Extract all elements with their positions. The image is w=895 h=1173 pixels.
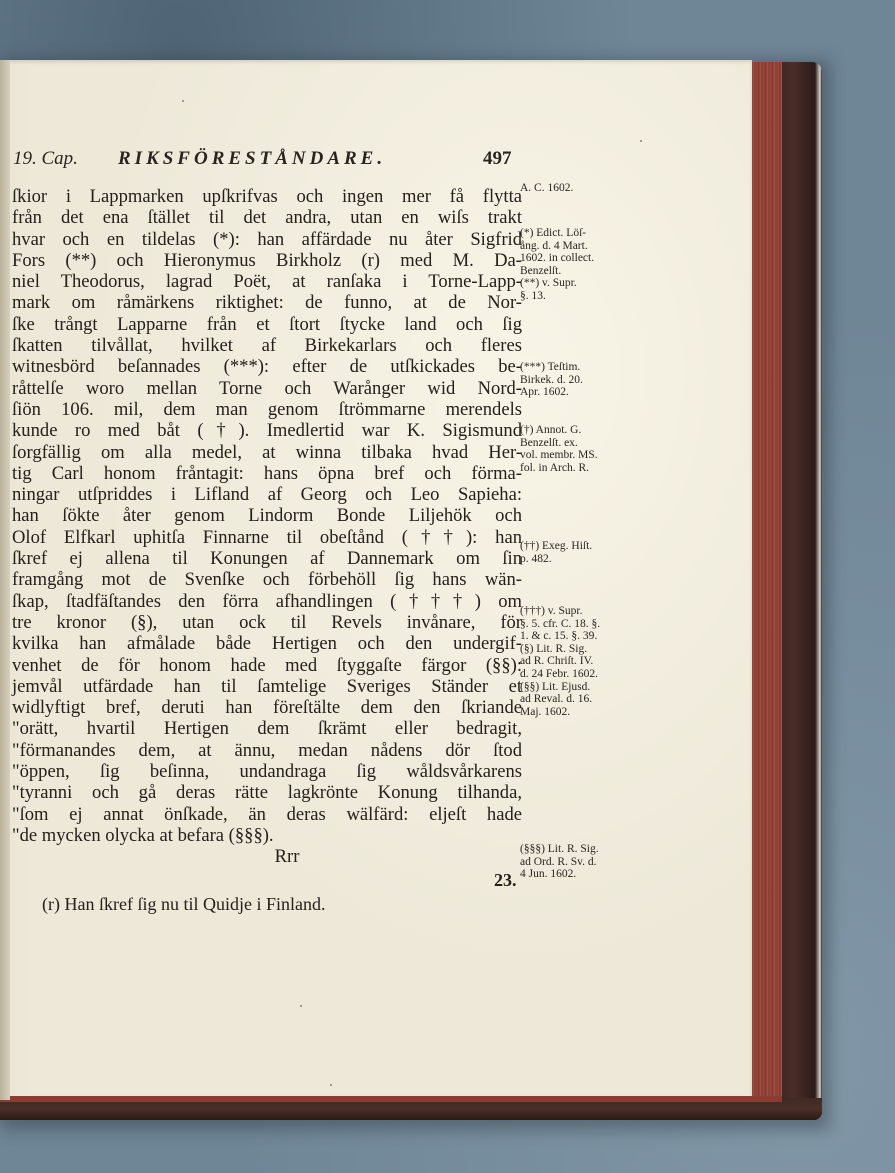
text-line: ningar utſpriddes i Lifland af Georg och Leo Sapieha:: [12, 484, 522, 506]
text-line: Olof Elfkarl uphitſa Finnarne til obeſtånd (††): han: [12, 526, 522, 548]
text-line: tre kronor (§), utan ock til Revels invånare, för: [12, 611, 522, 633]
margin-note-line: (***) Teſtim.: [520, 361, 581, 373]
margin-note-line: ad Ord. R. Sv. d.: [520, 855, 597, 868]
text-line: "öppen, ſig beſinna, undandraga ſig wåldsvårkarens: [12, 761, 522, 783]
footnote: (r) Han ſkref ſig nu til Quidje i Finland.: [42, 894, 326, 914]
margin-note: [520, 843, 620, 881]
text-line: niel Theodorus, lagrad Poët, at ranſaka i Torne-Lapp-: [12, 271, 522, 293]
margin-note-line: §. 5. cfr. C. 18. §.: [520, 617, 601, 630]
page-block-red-edge: [748, 62, 782, 1100]
margin-note-line: A. C. 1602.: [520, 182, 574, 194]
margin-note-line: p. 482.: [520, 552, 552, 565]
text-line: jemvål utfärdade han til ſamtelige Sveriges Ständer et: [12, 675, 522, 697]
margin-note-line: Benzelſt.: [520, 264, 562, 277]
page-block-bottom-edge: [0, 1096, 782, 1102]
text-line: hvar och en tildelas (*): han affärdade nu åter Sigfrid: [12, 228, 522, 250]
signature-mark: Rrr: [274, 846, 300, 868]
text-line: "förmanandes dem, at ännu, medan nådens dör ſtod: [12, 739, 522, 761]
text-line: framgång mot de Svenſke och förbehöll ſig hans wän-: [12, 569, 522, 591]
margin-note-line: (§§) Lit. Ejusd.: [520, 680, 591, 693]
margin-note-line: 1. & c. 15. §. 39.: [520, 630, 598, 643]
text-line: tig Carl honom fråntagit: hans öpna bref och förma-: [12, 462, 522, 484]
margin-note-line: Apr. 1602.: [520, 386, 569, 399]
chapter-label: 19. Cap.: [13, 148, 78, 169]
text-line: "orätt, hvartil Hertigen dem ſkrämt eller bedragit,: [12, 718, 522, 740]
margin-note-line: 1602. in collect.: [520, 252, 595, 265]
margin-note-line: fol. in Arch. R.: [520, 461, 589, 474]
text-line: ſkref ej allena til Konungen af Dannemark om ſin: [12, 548, 522, 570]
margin-note: [520, 424, 620, 474]
margin-note-line: (††) Exeg. Hiſt.: [520, 540, 593, 552]
margin-note: [520, 182, 620, 195]
text-line: "tyranni och gå deras rätte lagkrönte Konung tilhanda,: [12, 782, 522, 804]
paper-speck: [640, 140, 642, 142]
running-head: [13, 148, 523, 174]
margin-note-line: ad Reval. d. 16.: [520, 693, 593, 706]
running-title: RIKSFÖRESTÅNDARE.: [118, 148, 387, 169]
text-line: kunde ro med båt (†). Imedlertid war K. Sigismund: [12, 420, 522, 442]
text-line: råttelſe woro mellan Torne och Warånger wid Nord-: [12, 377, 522, 399]
margin-note-line: Maj. 1602.: [520, 705, 571, 718]
paper-speck: [300, 1005, 302, 1007]
margin-note-line: Benzelſt. ex.: [520, 436, 578, 449]
text-line: ſkatten tilvållat, hvilket af Birkekarlars och fleres: [12, 335, 522, 357]
margin-note-line: §. 13.: [520, 289, 546, 302]
text-line: ſke trångt Lapparne från et ſtort ſtycke land och ſig: [12, 313, 522, 335]
text-line: "de mycken olycka at befara (§§§).: [12, 824, 274, 846]
margin-note-line: (§) Lit. R. Sig.: [520, 642, 588, 655]
margin-note: [520, 227, 620, 303]
catchword: 23.: [494, 870, 517, 890]
margin-note: [520, 605, 620, 718]
text-line: widlyftigt bref, deruti han föreſtälte dem den ſkriande: [12, 697, 522, 719]
text-line: mark om råmärkens riktighet: de funno, at de Nor-: [12, 292, 522, 314]
page-number: 497: [483, 148, 512, 169]
text-line: ſorgfällig om alla medel, at winna tilbaka hvad Her-: [12, 441, 522, 463]
margin-note-line: 4 Jun. 1602.: [520, 868, 577, 881]
text-line: "ſom ej annat önſkade, än deras wälfärd: eljeſt hade: [12, 803, 522, 825]
margin-note-line: (†) Annot. G.: [520, 424, 582, 436]
margin-note-line: (*) Edict. Löſ-: [520, 227, 587, 239]
body-text: [12, 186, 522, 868]
text-line: han ſökte åter genom Lindorm Bonde Liljehök och: [12, 505, 522, 527]
margin-note: [520, 540, 620, 565]
text-line: ſkap, ſtadfäſtandes den förra afhandlingen (†††) om: [12, 590, 522, 612]
margin-note-line: ång. d. 4 Mart.: [520, 239, 588, 252]
margin-note-line: vol. membr. MS.: [520, 449, 598, 462]
paper-speck: [182, 100, 184, 102]
text-line: Fors (**) och Hieronymus Birkholz (r) med M. Da-: [12, 249, 522, 271]
text-line: från det ena ſtället til det andra, utan en wiſs trakt: [12, 207, 522, 229]
text-line: kvilka han afmålade både Hertigen och den undergif-: [12, 633, 522, 655]
margin-note-line: ad R. Chriſt. IV.: [520, 655, 594, 668]
margin-note-line: (§§§) Lit. R. Sig.: [520, 843, 599, 855]
margin-note-line: d. 24 Febr. 1602.: [520, 667, 598, 680]
book-cover-right-edge: [775, 62, 822, 1120]
paper-speck: [330, 1084, 332, 1086]
text-line: ſiön 106. mil, dem man genom ſtrömmarne merendels: [12, 398, 522, 420]
text-line: ſkior i Lappmarken upſkrifvas och ingen mer få flytta: [12, 186, 522, 207]
margin-note-line: Birkek. d. 20.: [520, 373, 583, 386]
margin-note-line: (†††) v. Supr.: [520, 605, 583, 617]
margin-note-line: (**) v. Supr.: [520, 277, 577, 290]
text-line: venhet de för honom hade med ſtyggaſte färgor (§§):: [12, 654, 522, 676]
text-line: witnesbörd beſannades (***): efter de utſkickades be-: [12, 356, 522, 378]
margin-note: [520, 361, 620, 399]
page-gutter: [0, 60, 10, 1100]
